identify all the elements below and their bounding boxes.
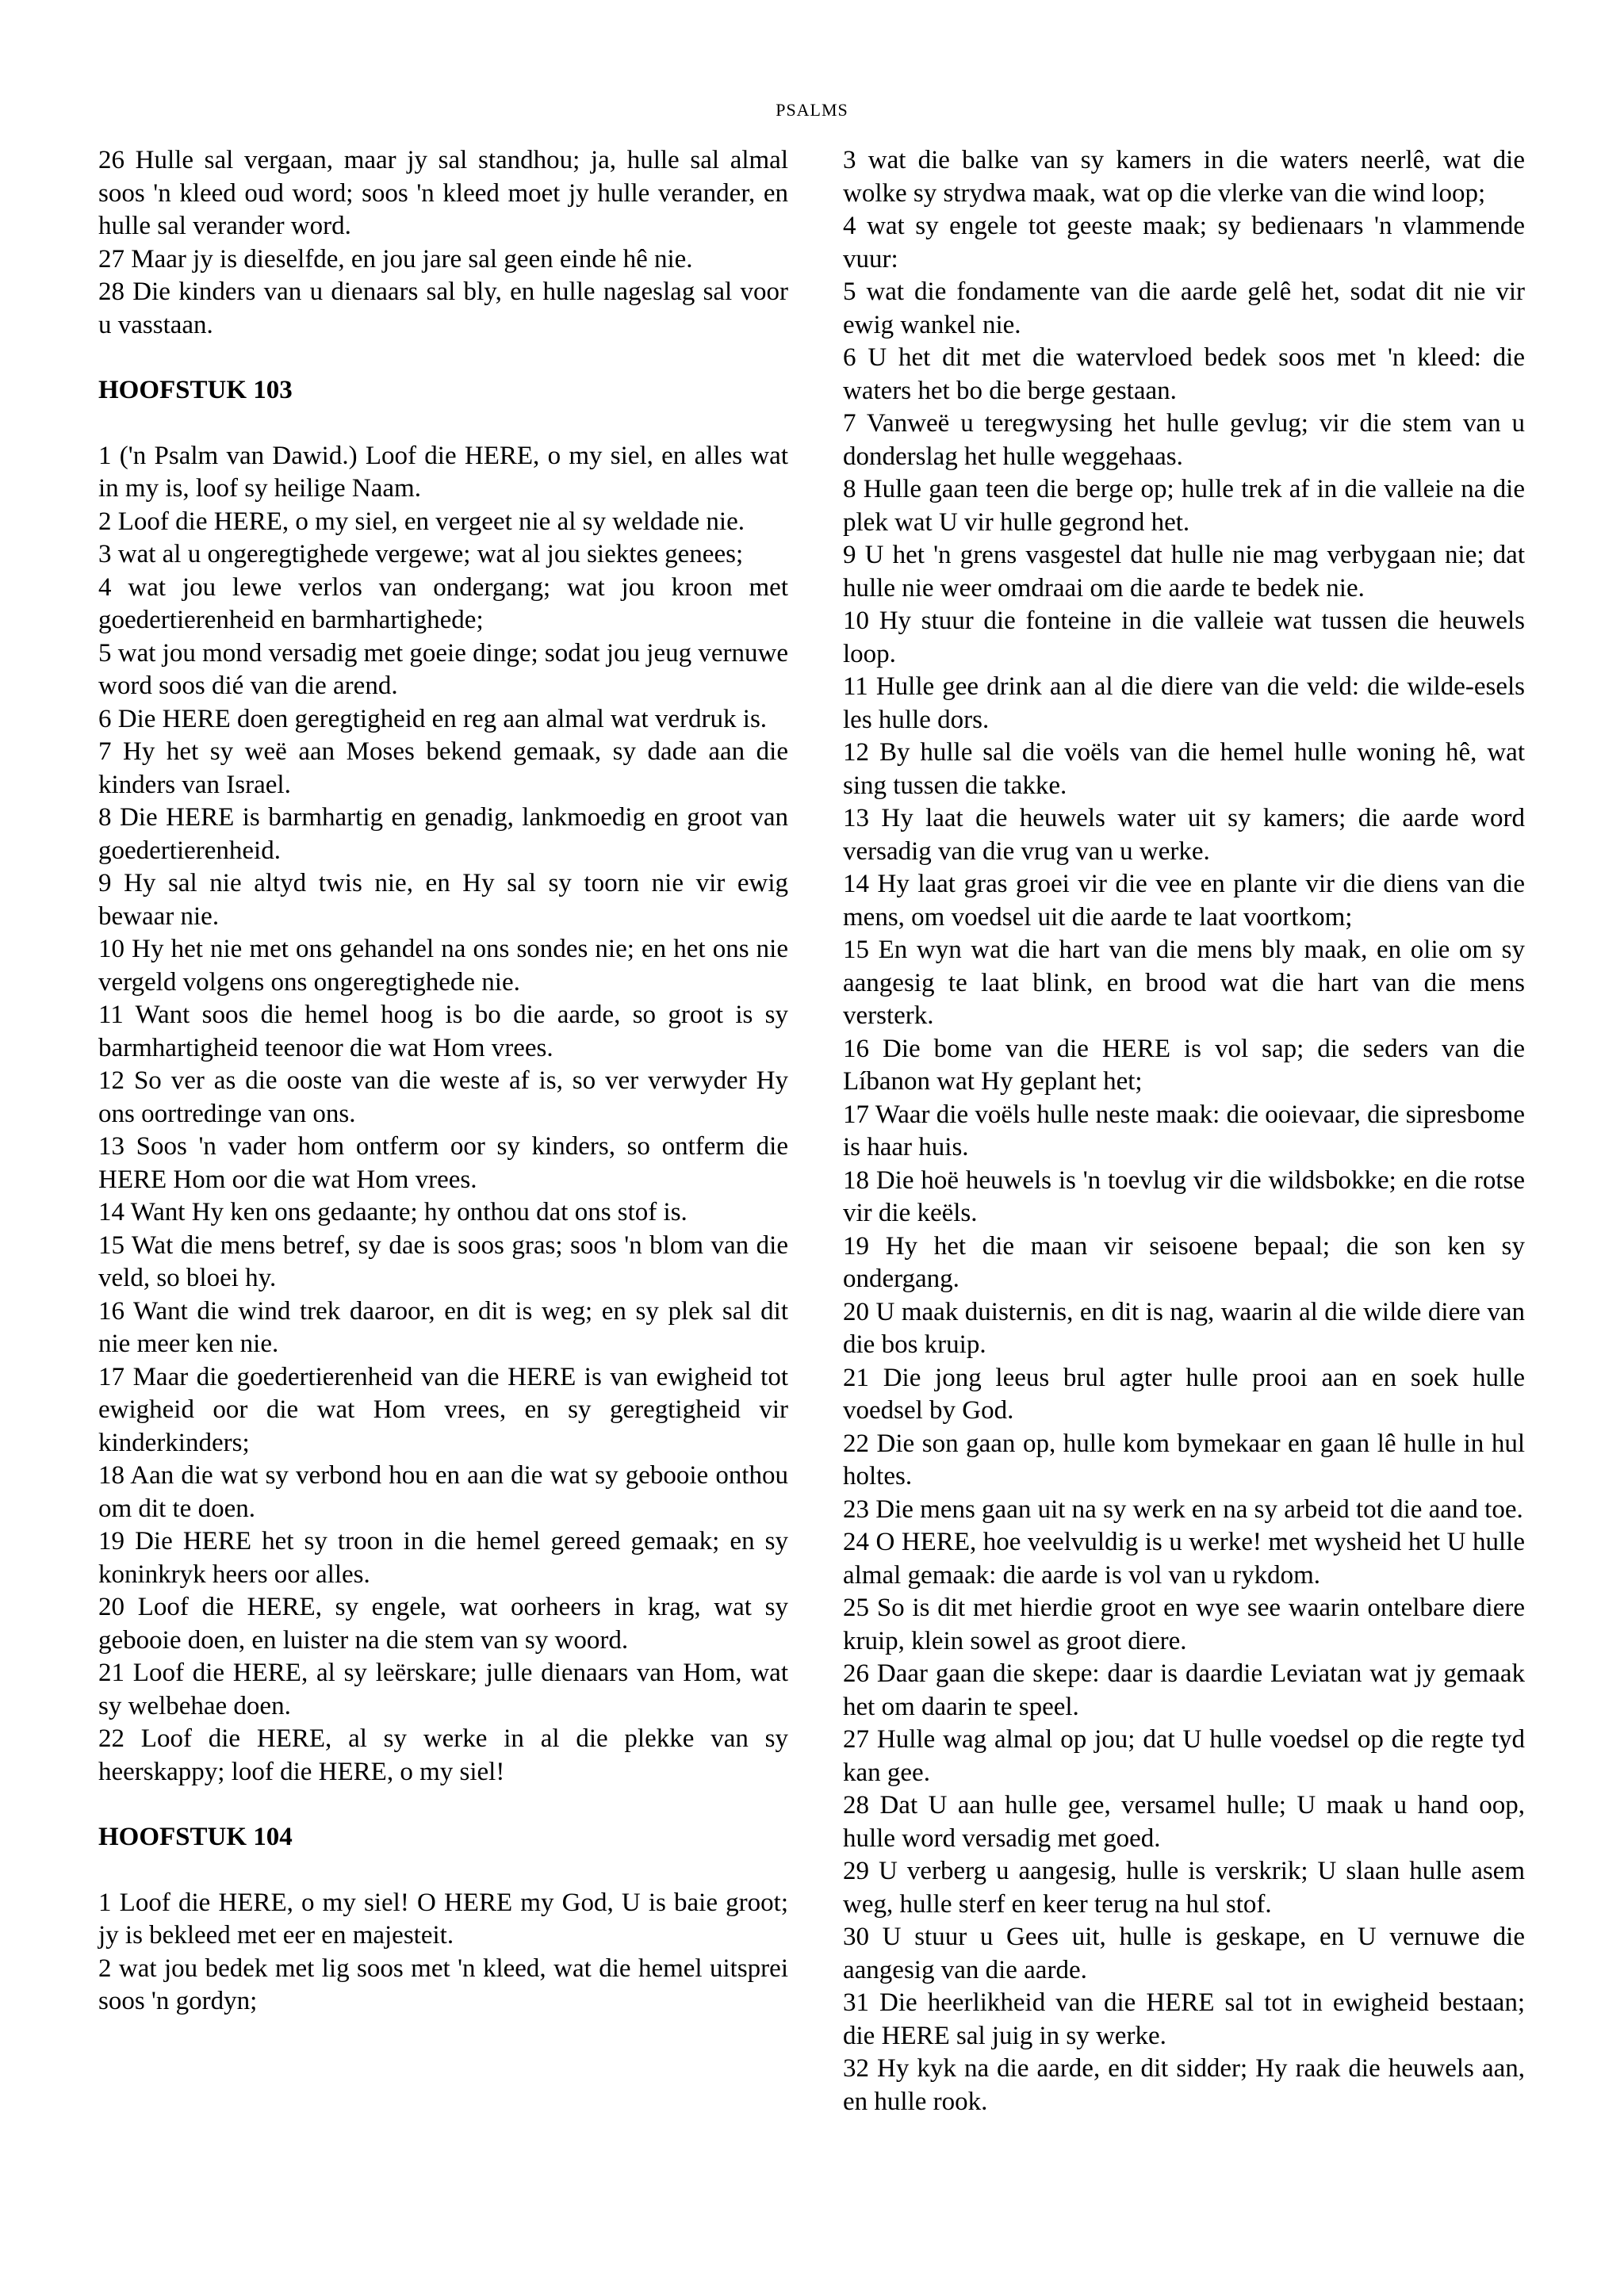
verse: 24 O HERE, hoe veelvuldig is u werke! met wysheid het U hulle almal gemaak: die aarde is vol van u rykdom. bbox=[843, 1528, 1525, 1590]
verse: 29 U verberg u aangesig, hulle is verskrik; U slaan hulle asem weg, hulle sterf en keer terug na hul stof. bbox=[843, 1857, 1525, 1919]
verse: 6 U het dit met die watervloed bedek soos met 'n kleed: die waters het bo die berge gestaan. bbox=[843, 343, 1525, 405]
chapter-heading: HOOFSTUK 104 bbox=[98, 1823, 293, 1851]
verse: 10 Hy stuur die fonteine in die valleie wat tussen die heuwels loop. bbox=[843, 607, 1525, 668]
verse: 15 En wyn wat die hart van die mens bly maak, en olie om sy aangesig te laat blink, en brood wat die hart van die mens versterk. bbox=[843, 936, 1525, 1030]
verse: 14 Want Hy ken ons gedaante; hy onthou dat ons stof is. bbox=[98, 1198, 688, 1226]
verse: 21 Loof die HERE, al sy leërskare; julle dienaars van Hom, wat sy welbehae doen. bbox=[98, 1659, 788, 1720]
verse: 15 Wat die mens betref, sy dae is soos gras; soos 'n blom van die veld, so bloei hy. bbox=[98, 1230, 788, 1292]
verse: 19 Hy het die maan vir seisoene bepaal; die son ken sy ondergang. bbox=[843, 1231, 1525, 1293]
page-header: PSALMS bbox=[776, 100, 848, 120]
verse: 10 Hy het nie met ons gehandel na ons sondes nie; en het ons nie vergeld volgens ons ongeregtighede nie. bbox=[98, 935, 788, 997]
verse: 21 Die jong leeus brul agter hulle prooi aan en soek hulle voedsel by God. bbox=[843, 1363, 1525, 1425]
verse: 18 Aan die wat sy verbond hou en aan die wat sy gebooie onthou om dit te doen. bbox=[98, 1461, 788, 1523]
verse: 1 ('n Psalm van Dawid.) Loof die HERE, o my siel, en alles wat in my is, loof sy heilige Naam. bbox=[98, 441, 788, 503]
intro-verses bbox=[98, 144, 788, 342]
verse: 31 Die heerlikheid van die HERE sal tot in ewigheid bestaan; die HERE sal juig in sy werke. bbox=[843, 1988, 1525, 2050]
verse: 9 Hy sal nie altyd twis nie, en Hy sal sy toorn nie vir ewig bewaar nie. bbox=[98, 869, 788, 931]
verse: 12 By hulle sal die voëls van die hemel hulle woning hê, wat sing tussen die takke. bbox=[843, 738, 1525, 800]
verse: 13 Soos 'n vader hom ontferm oor sy kinders, so ontferm die HERE Hom oor die wat Hom vrees. bbox=[98, 1132, 788, 1194]
verse: 25 So is dit met hierdie groot en wye see waarin ontelbare diere kruip, klein sowel as groot diere. bbox=[843, 1594, 1525, 1655]
verse: 3 wat die balke van sy kamers in die waters neerlê, wat die wolke sy strydwa maak, wat op die vlerke van die wind loop; bbox=[843, 146, 1525, 208]
verse: 13 Hy laat die heuwels water uit sy kamers; die aarde word versadig van die vrug van u werke. bbox=[843, 804, 1525, 866]
verse: 28 Die kinders van u dienaars sal bly, en hulle nageslag sal voor u vasstaan. bbox=[98, 277, 788, 339]
verse: 22 Loof die HERE, al sy werke in al die plekke van sy heerskappy; loof die HERE, o my siel! bbox=[98, 1724, 788, 1786]
verse: 11 Want soos die hemel hoog is bo die aarde, so groot is sy barmhartigheid teenoor die wat Hom vrees. bbox=[98, 1001, 788, 1062]
verse: 28 Dat U aan hulle gee, versamel hulle; U maak u hand oop, hulle word versadig met goed. bbox=[843, 1791, 1525, 1853]
verse: 7 Hy het sy weë aan Moses bekend gemaak, sy dade aan die kinders van Israel. bbox=[98, 737, 788, 799]
verse: 4 wat sy engele tot geeste maak; sy bedienaars 'n vlammende vuur: bbox=[843, 212, 1525, 274]
left-column bbox=[98, 144, 788, 2019]
verse: 26 Hulle sal vergaan, maar jy sal standhou; ja, hulle sal almal soos 'n kleed oud word; soos 'n kleed moet jy hulle verander, en hulle sal verander word. bbox=[98, 146, 788, 240]
verse: 2 wat jou bedek met lig soos met 'n kleed, wat die hemel uitsprei soos 'n gordyn; bbox=[98, 1954, 788, 2015]
verse: 8 Die HERE is barmhartig en genadig, lankmoedig en groot van goedertierenheid. bbox=[98, 803, 788, 865]
verse: 6 Die HERE doen geregtigheid en reg aan almal wat verdruk is. bbox=[98, 704, 768, 733]
verse: 19 Die HERE het sy troon in die hemel gereed gemaak; en sy koninkryk heers oor alles. bbox=[98, 1527, 788, 1589]
verse: 27 Hulle wag almal op jou; dat U hulle voedsel op die regte tyd kan gee. bbox=[843, 1725, 1525, 1787]
verse: 20 U maak duisternis, en dit is nag, waarin al die wilde diere van die bos kruip. bbox=[843, 1297, 1525, 1359]
verse: 17 Waar die voëls hulle neste maak: die ooievaar, die sipresbome is haar huis. bbox=[843, 1100, 1525, 1161]
verse: 14 Hy laat gras groei vir die vee en plante vir die diens van die mens, om voedsel uit die aarde te laat voortkom; bbox=[843, 870, 1525, 932]
verse: 18 Die hoë heuwels is 'n toevlug vir die wildsbokke; en die rotse vir die keëls. bbox=[843, 1165, 1525, 1227]
verse: 32 Hy kyk na die aarde, en dit sidder; Hy raak die heuwels aan, en hulle rook. bbox=[843, 2054, 1525, 2116]
verse: 2 Loof die HERE, o my siel, en vergeet nie al sy weldade nie. bbox=[98, 507, 745, 536]
verse: 26 Daar gaan die skepe: daar is daardie Leviatan wat jy gemaak het om daarin te speel. bbox=[843, 1659, 1525, 1721]
chapter-104-verses-continued bbox=[843, 144, 1525, 2118]
verse: 11 Hulle gee drink aan al die diere van die veld: die wilde-esels les hulle dors. bbox=[843, 672, 1525, 734]
verse: 8 Hulle gaan teen die berge op; hulle trek af in die valleie na die plek wat U vir hulle gegrond het. bbox=[843, 475, 1525, 537]
verse: 27 Maar jy is dieselfde, en jou jare sal geen einde hê nie. bbox=[98, 244, 693, 274]
verse: 12 So ver as die ooste van die weste af is, so ver verwyder Hy ons oortredinge van ons. bbox=[98, 1066, 788, 1128]
right-column bbox=[843, 144, 1525, 2118]
verse: 23 Die mens gaan uit na sy werk en na sy arbeid tot die aand toe. bbox=[843, 1494, 1523, 1524]
verse: 4 wat jou lewe verlos van ondergang; wat jou kroon met goedertierenheid en barmhartighede; bbox=[98, 572, 788, 634]
verse: 5 wat jou mond versadig met goeie dinge; sodat jou jeug vernuwe word soos dié van die arend. bbox=[98, 638, 788, 700]
verse: 17 Maar die goedertierenheid van die HERE is van ewigheid tot ewigheid oor die wat Hom vrees, en sy geregtigheid vir kinderkinders; bbox=[98, 1362, 788, 1457]
verse: 20 Loof die HERE, sy engele, wat oorheers in krag, wat sy gebooie doen, en luister na die stem van sy woord. bbox=[98, 1593, 788, 1655]
verse: 9 U het 'n grens vasgestel dat hulle nie mag verbygaan nie; dat hulle nie weer omdraai om die aarde te bedek nie. bbox=[843, 541, 1525, 603]
verse: 1 Loof die HERE, o my siel! O HERE my God, U is baie groot; jy is bekleed met eer en majesteit. bbox=[98, 1888, 788, 1950]
chapter-103-verses bbox=[98, 440, 788, 1789]
chapter-104-verses bbox=[98, 1887, 788, 2019]
chapter-heading: HOOFSTUK 103 bbox=[98, 376, 293, 404]
verse: 16 Die bome van die HERE is vol sap; die seders van die Líbanon wat Hy geplant het; bbox=[843, 1034, 1525, 1096]
verse: 5 wat die fondamente van die aarde gelê het, sodat dit nie vir ewig wankel nie. bbox=[843, 277, 1525, 339]
verse: 7 Vanweë u teregwysing het hulle gevlug; vir die stem van u donderslag het hulle weggehaas. bbox=[843, 409, 1525, 471]
verse: 16 Want die wind trek daaroor, en dit is weg; en sy plek sal dit nie meer ken nie. bbox=[98, 1296, 788, 1358]
verse: 30 U stuur u Gees uit, hulle is geskape, en U vernuwe die aangesig van die aarde. bbox=[843, 1923, 1525, 1984]
verse: 3 wat al u ongeregtighede vergewe; wat al jou siektes genees; bbox=[98, 540, 744, 568]
verse: 22 Die son gaan op, hulle kom bymekaar en gaan lê hulle in hul holtes. bbox=[843, 1429, 1525, 1490]
